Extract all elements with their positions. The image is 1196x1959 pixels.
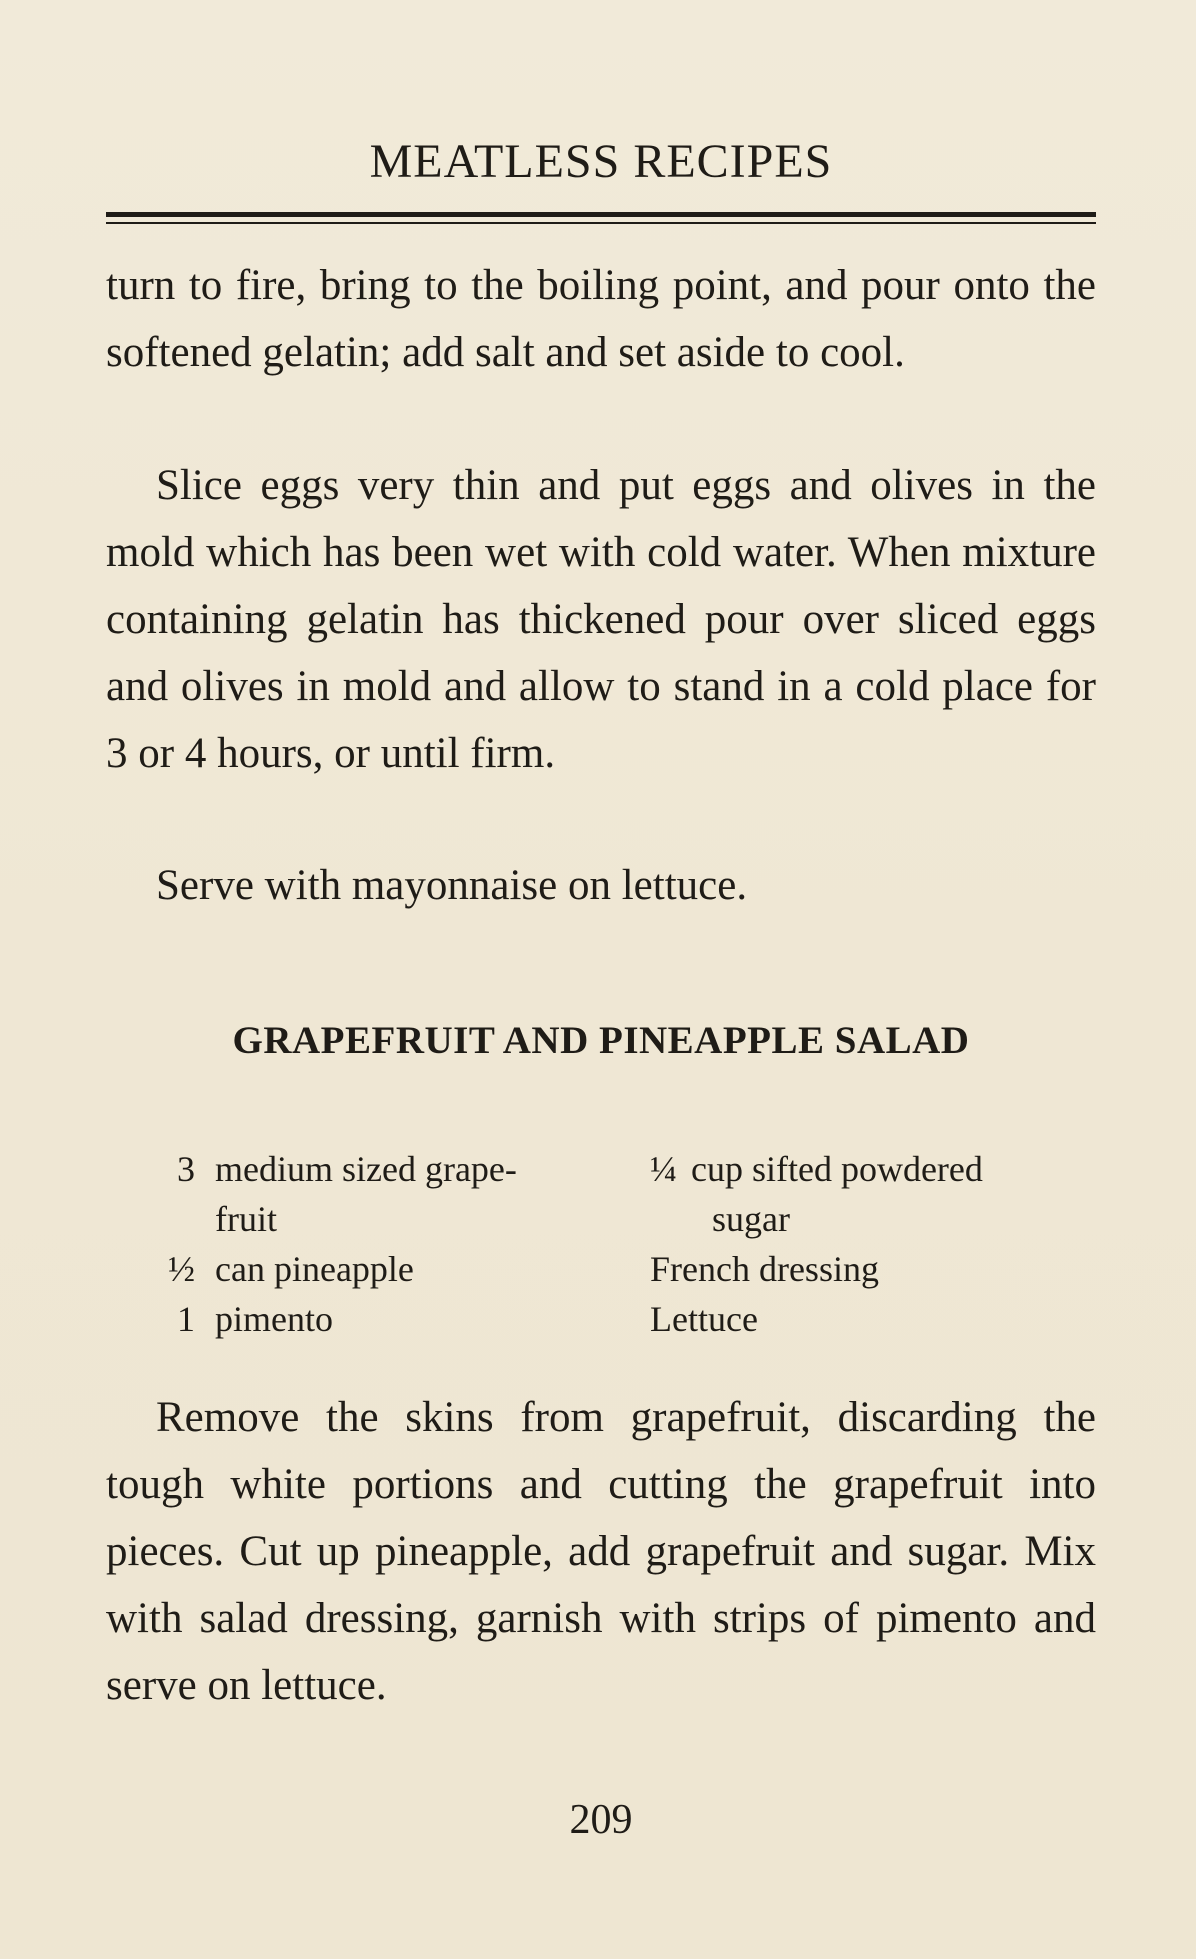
ingredient-item <box>150 1294 610 1344</box>
ingredient-quantity: ½ <box>168 1249 195 1289</box>
ingredient-text: cup sifted powdered <box>691 1149 983 1189</box>
running-head: MEATLESS RECIPES <box>369 135 833 188</box>
ingredient-text: medium sized grape- <box>215 1149 517 1189</box>
header-double-rule <box>106 212 1096 224</box>
recipe-title: GRAPEFRUIT AND PINEAPPLE SALAD <box>232 1019 970 1062</box>
ingredient-item <box>650 1294 1100 1344</box>
ingredient-text: pimento <box>215 1299 333 1339</box>
ingredients-list <box>150 1144 1100 1344</box>
paragraph-method: Remove the skins from grapefruit, discarding the tough white portions and cutting the grapefruit into pieces. Cut up pineapple, add grapefruit and sugar. Mix with salad dressing, garnish with strips of pimento and serve on lettuce. <box>106 1394 1096 1709</box>
ingredients-right-column <box>650 1144 1100 1344</box>
ingredient-text: can pineapple <box>215 1249 414 1289</box>
ingredient-quantity: ¼ <box>650 1149 677 1189</box>
paragraph-serve: Serve with mayonnaise on lettuce. <box>156 862 748 909</box>
ingredient-item <box>150 1244 610 1294</box>
ingredient-item <box>650 1244 1100 1294</box>
ingredient-item <box>650 1144 1100 1244</box>
ingredient-text: French dressing <box>650 1249 879 1289</box>
ingredient-item <box>150 1144 610 1244</box>
ingredient-text: Lettuce <box>650 1299 758 1339</box>
paragraph-gelatin: turn to fire, bring to the boiling point, and pour onto the softened gelatin; add salt and set aside to cool. <box>106 262 1096 376</box>
ingredient-quantity: 3 <box>177 1149 195 1189</box>
ingredients-left-column <box>150 1144 610 1344</box>
page-number: 209 <box>569 1797 633 1843</box>
ingredient-text-continued: sugar <box>712 1199 790 1239</box>
paragraph-eggs-olives: Slice eggs very thin and put eggs and olives in the mold which has been wet with cold water. When mixture containing gelatin has thickened pour over sliced eggs and olives in mold and allow to stand in a cold place for 3 or 4 hours, or until firm. <box>106 462 1096 777</box>
ingredient-text-continued: fruit <box>215 1199 277 1239</box>
ingredient-quantity: 1 <box>177 1299 195 1339</box>
